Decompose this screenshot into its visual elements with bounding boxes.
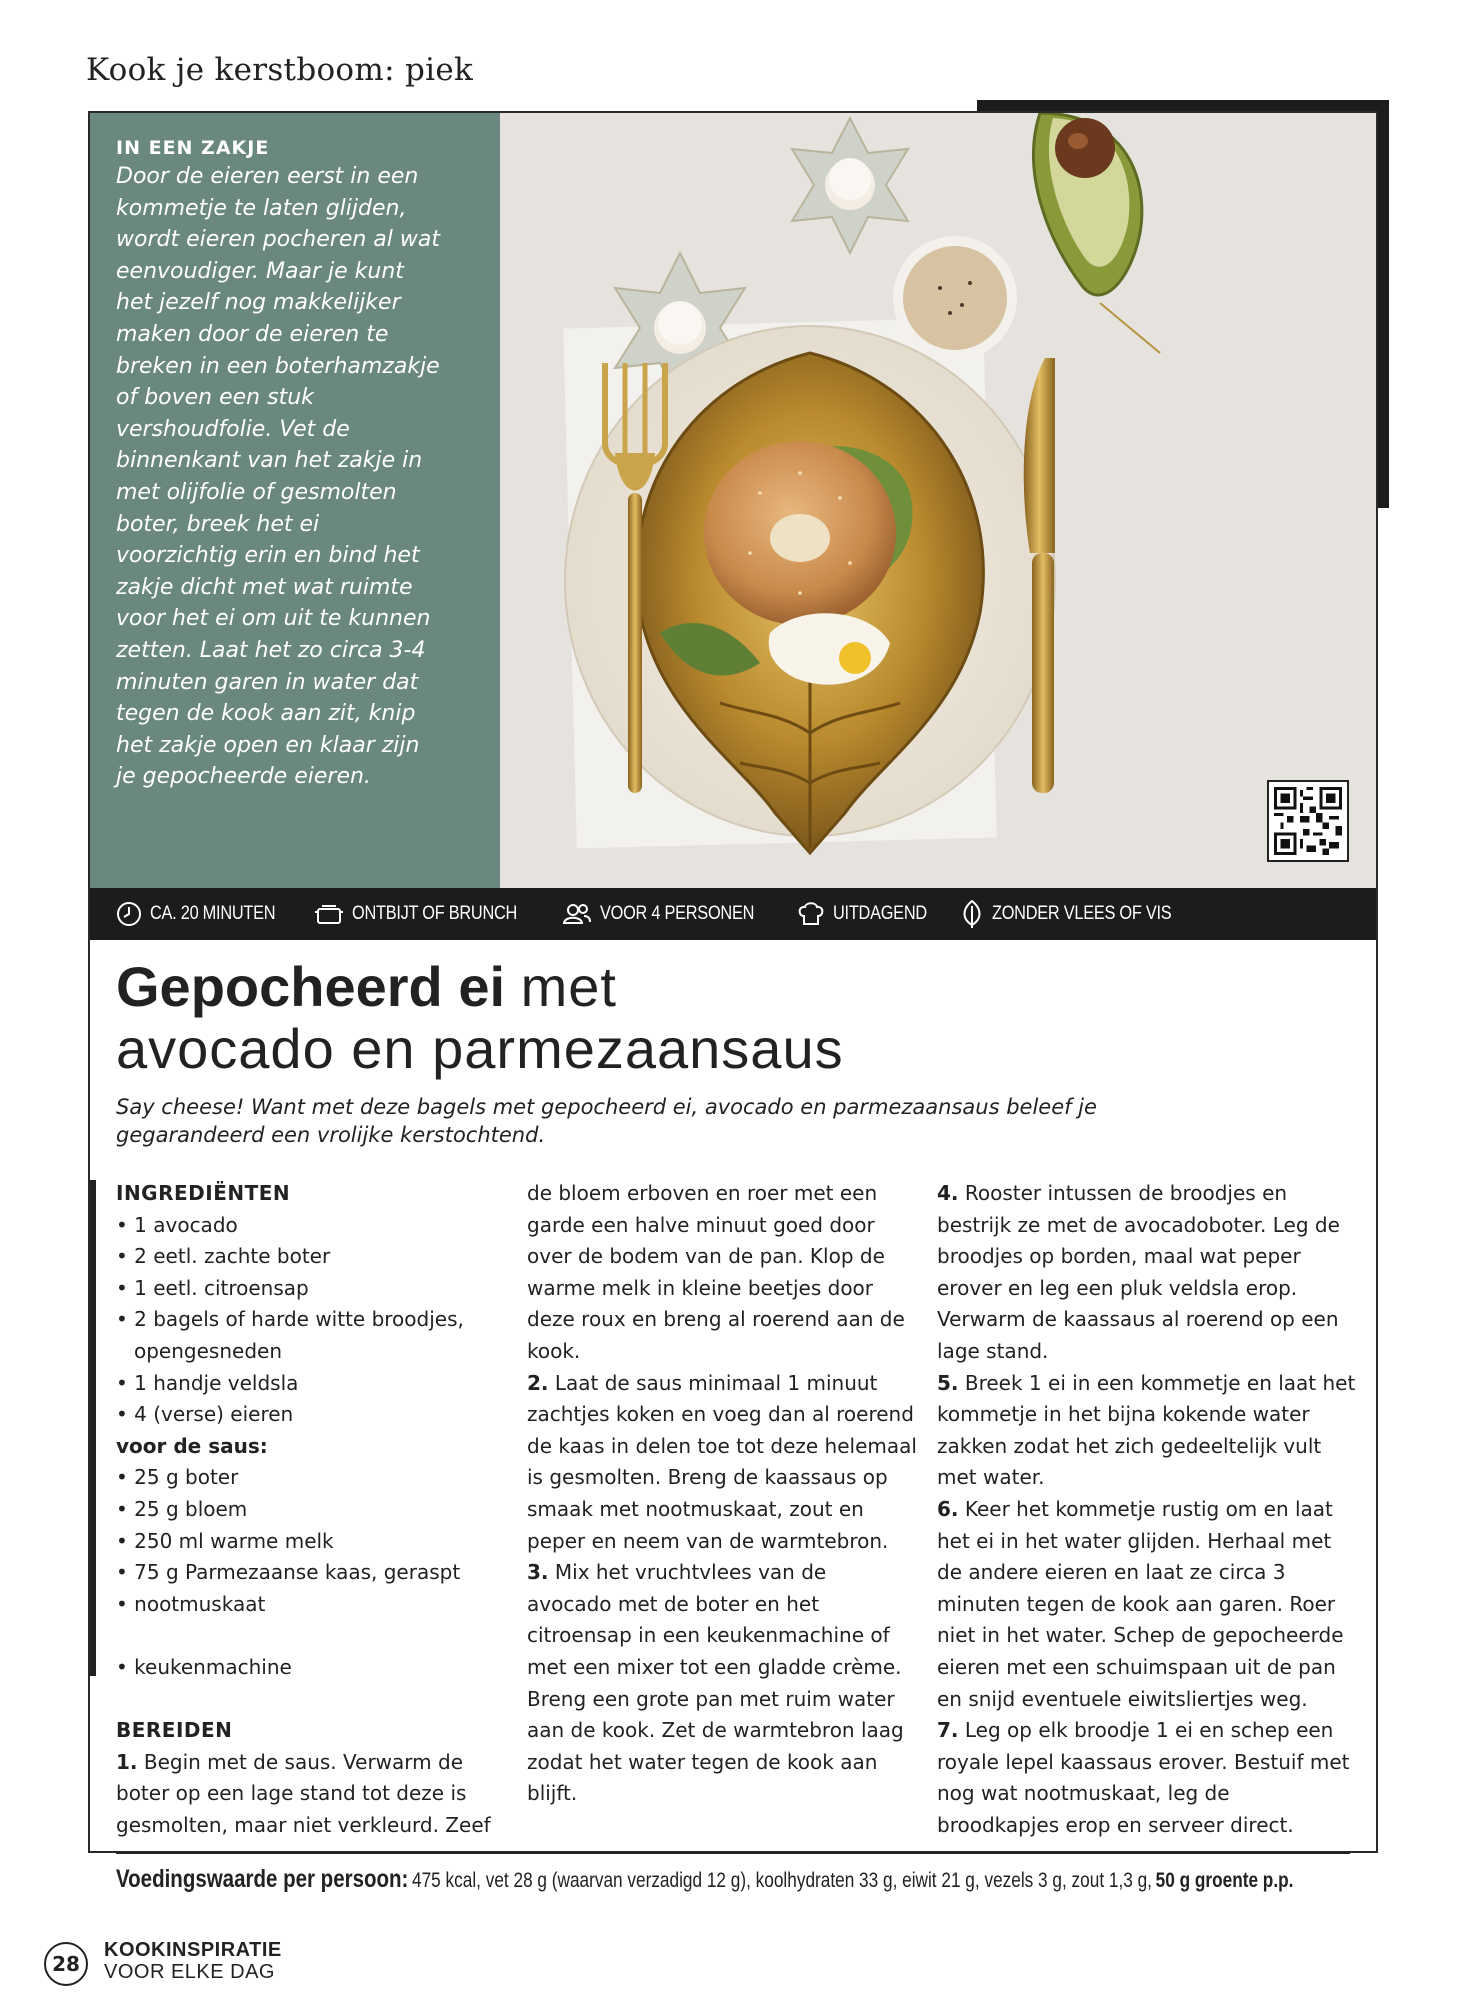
sauce-ingredient-item: • 250 ml warme melk xyxy=(116,1528,334,1553)
title-bold: Gepocheerd ei xyxy=(116,955,506,1018)
ingredients-accent-bar xyxy=(90,1180,96,1676)
column-ingredients xyxy=(116,1178,496,1841)
step-3: 3. Mix het vruchtvlees van de avocado met de boter en het citroensap in een keukenmachine of met een mixer tot een gladde crème. Breng een grote pan met ruim water aan de kook. Zet de warmtebron laag zodat het water tegen de kook aan blijft. xyxy=(527,1560,904,1806)
section-title: Kook je kerstboom: piek xyxy=(86,52,474,88)
magazine-title-line1: KOOKINSPIRATIE xyxy=(104,1939,282,1961)
qr-code[interactable] xyxy=(1267,780,1349,862)
step-4: 4. Rooster intussen de broodjes en bestrijk ze met de avocadoboter. Leg de broodjes op borden, maal wat peper erover en leg een pluk veldsla erop. Verwarm de kaassaus al roerend op een lage stand. xyxy=(937,1181,1340,1363)
step-2: 2. Laat de saus minimaal 1 minuut zachtjes koken en voeg dan al roerend de kaas in delen toe tot deze helemaal is gesmolten. Breng de kaassaus op smaak met nootmuskaat, zout en peper en neem van de warmtebron. xyxy=(527,1370,917,1553)
tip-panel xyxy=(90,113,500,888)
step-6: 6. Keer het kommetje rustig om en laat het ei in het water glijden. Herhaal met de andere eieren en laat ze circa 3 minuten tegen de kook aan garen. Roer niet in het water. Schep de gepocheerde eieren met een schuimspaan uit de pan en snijd eventuele eiwitsliertjes weg. xyxy=(937,1496,1344,1711)
recipe-title xyxy=(116,956,844,1080)
recipe-intro: Say cheese! Want met deze bagels met gepocheerd ei, avocado en parmezaansaus beleef je gegarandeerd een vrolijke kerstochtend. xyxy=(116,1095,1097,1147)
nutrition-veg: 50 g groente p.p. xyxy=(1155,1869,1294,1892)
ingredient-item: • 4 (verse) eieren xyxy=(116,1402,294,1427)
pot-icon xyxy=(314,901,344,927)
info-servings-label: VOOR 4 PERSONEN xyxy=(599,903,754,924)
info-time-label: CA. 20 MINUTEN xyxy=(150,903,276,924)
ingredient-item: • 2 bagels of harde witte broodjes, opengesneden xyxy=(116,1307,464,1363)
chef-hat-icon xyxy=(797,901,825,927)
title-line1-rest: met xyxy=(520,955,617,1018)
leaf-icon xyxy=(960,900,984,928)
nutrition-divider xyxy=(116,1852,1350,1854)
page-number: 28 xyxy=(44,1942,88,1986)
sauce-heading: voor de saus: xyxy=(116,1433,268,1458)
step-1: 1. Begin met de saus. Verwarm de boter op een lage stand tot deze is gesmolten, maar niet verkleurd. Zeef xyxy=(116,1749,491,1837)
column-method-2 xyxy=(937,1178,1357,1841)
column-method-1 xyxy=(527,1178,917,1810)
info-diet xyxy=(960,900,1201,928)
info-course-label: ONTBIJT OF BRUNCH xyxy=(351,903,517,924)
info-time xyxy=(116,901,296,927)
ingredient-item: • 2 eetl. zachte boter xyxy=(116,1244,331,1269)
title-line2: avocado en parmezaansaus xyxy=(116,1017,844,1080)
sauce-ingredient-item: • 25 g bloem xyxy=(116,1496,248,1521)
info-difficulty xyxy=(797,901,942,927)
step-1-continued: de bloem erboven en roer met een garde een halve minuut goed door over de bodem van de pan. Klop de warme melk in kleine beetjes door deze roux en breng al roerend aan de kook. xyxy=(527,1181,905,1363)
nutrition-values: 475 kcal, vet 28 g (waarvan verzadigd 12 g), koolhydraten 33 g, eiwit 21 g, vezels 3 g, zout 1,3 g, xyxy=(412,1869,1152,1892)
sauce-bowl-icon xyxy=(893,236,1017,360)
ingredient-item: • 1 avocado xyxy=(116,1212,238,1237)
nutrition-label: Voedingswaarde per persoon: xyxy=(116,1865,409,1893)
tip-title: IN EEN ZAKJE xyxy=(116,137,270,159)
magazine-title xyxy=(104,1939,282,1983)
info-course xyxy=(314,901,544,927)
info-difficulty-label: UITDAGEND xyxy=(832,903,927,924)
sauce-ingredient-item: • nootmuskaat xyxy=(116,1591,266,1616)
ingredients-heading: INGREDIËNTEN xyxy=(116,1181,291,1205)
sauce-ingredient-item: • 25 g boter xyxy=(116,1465,239,1490)
tip-text: Door de eieren eerst in een kommetje te laten glijden, wordt eieren pocheren al wat eenvoudiger. Maar je kunt het jezelf nog makkelijker maken door de eieren te breken in een boterhamzakje of boven een stuk vershoudfolie. Vet de binnenkant van het zakje in met olijfolie of gesmolten boter, breek het ei voorzichtig erin en bind het zakje dicht met wat ruimte voor het ei om uit te kunnen zetten. Laat het zo circa 3-4 minuten garen in water dat tegen de kook aan zit, knip het zakje open en klaar zijn je gepocheerde eieren. xyxy=(116,164,440,790)
equipment-item: • keukenmachine xyxy=(116,1654,292,1679)
ingredient-item: • 1 handje veldsla xyxy=(116,1370,299,1395)
sauce-ingredient-item: • 75 g Parmezaanse kaas, geraspt xyxy=(116,1560,461,1585)
info-diet-label: ZONDER VLEES OF VIS xyxy=(992,903,1172,924)
step-7: 7. Leg op elk broodje 1 ei en schep een royale lepel kaassaus erover. Bestuif met nog wat nootmuskaat, leg de broodkapjes erop en serveer direct. xyxy=(937,1718,1350,1837)
info-servings xyxy=(562,901,779,927)
step-5: 5. Breek 1 ei in een kommetje en laat het kommetje in het bijna kokende water zakken zodat het zich gedeeltelijk vult met water. xyxy=(937,1370,1356,1490)
ingredient-item: • 1 eetl. citroensap xyxy=(116,1275,309,1300)
magazine-title-line2: VOOR ELKE DAG xyxy=(104,1961,275,1983)
method-heading: BEREIDEN xyxy=(116,1718,233,1743)
people-icon xyxy=(562,901,592,927)
nutrition-info xyxy=(116,1865,1293,1894)
clock-icon xyxy=(116,901,142,927)
recipe-photo xyxy=(500,113,1376,888)
recipe-info-bar xyxy=(90,888,1376,940)
